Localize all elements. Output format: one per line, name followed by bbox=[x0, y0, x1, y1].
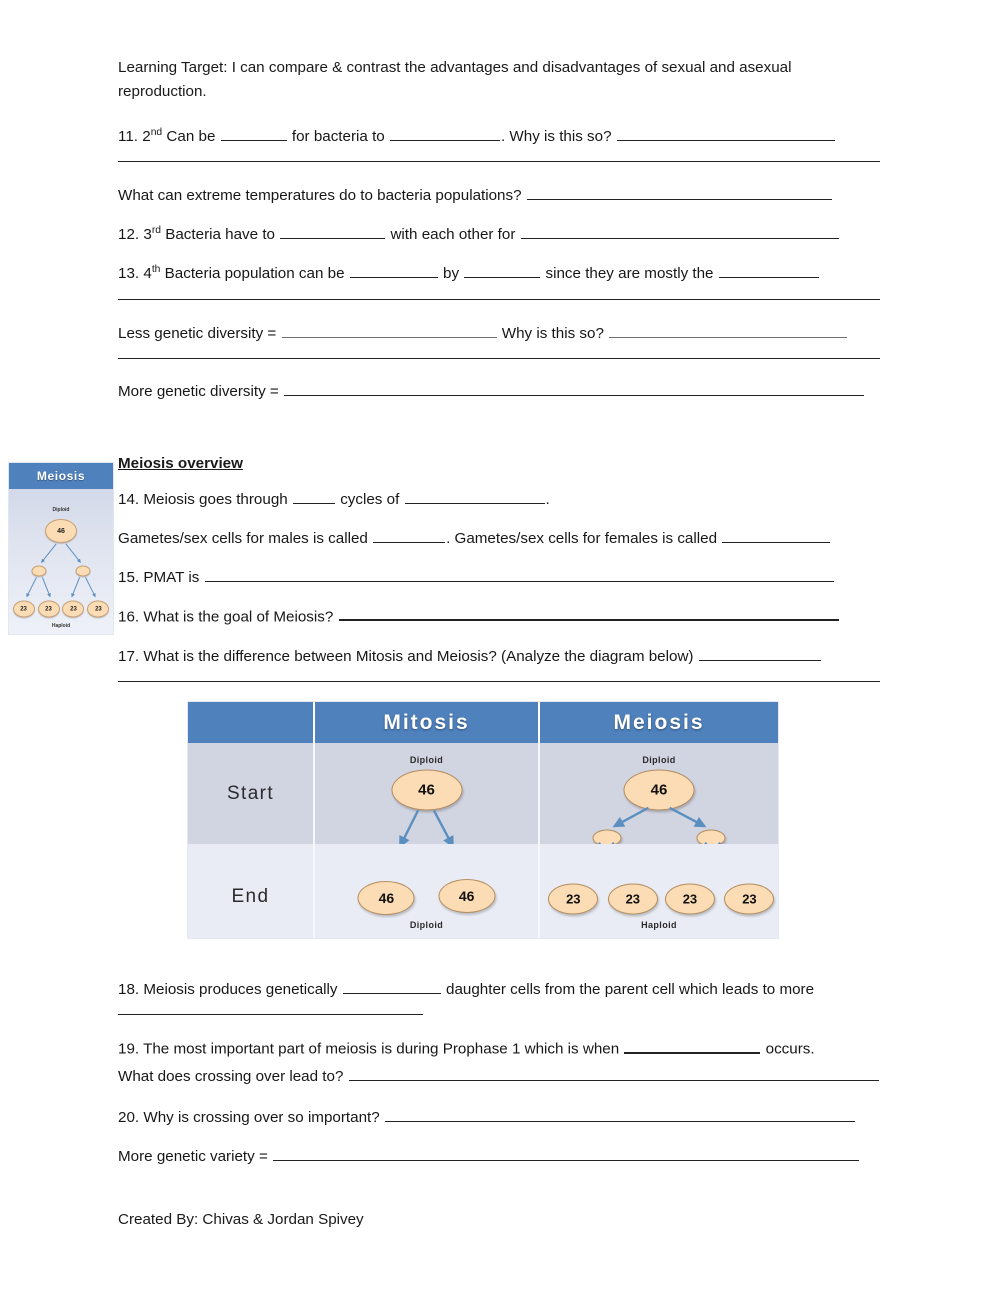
question-11 bbox=[118, 125, 880, 162]
meiosis-daughter-cell: 23 bbox=[548, 884, 598, 915]
diagram-row-start bbox=[188, 743, 778, 844]
q11-text-2: for bacteria to bbox=[291, 128, 385, 146]
q12-ordinal: 3 bbox=[143, 226, 152, 244]
question-19 bbox=[118, 1037, 880, 1061]
q13-text-3: since they are mostly the bbox=[545, 265, 714, 283]
question-16 bbox=[118, 605, 880, 629]
more-diversity-blank[interactable] bbox=[284, 380, 864, 395]
q17-blank[interactable] bbox=[699, 645, 821, 660]
q16-number: 16. bbox=[118, 608, 140, 626]
diagram-cell-mitosis-end bbox=[315, 844, 540, 939]
extreme-temps-text: What can extreme temperatures do to bacteria populations? bbox=[118, 187, 522, 205]
thumbnail-parent-cell: 46 bbox=[45, 519, 77, 543]
q14-number: 14. bbox=[118, 490, 140, 508]
meiosis-end-haploid-label: Haploid bbox=[641, 920, 677, 930]
learning-target: Learning Target: I can compare & contrast the advantages and disadvantages of sexual and asexual reproduction. bbox=[118, 59, 792, 100]
why-is-this-so-label: Why is this so? bbox=[501, 324, 604, 342]
meiosis-parent-cell: 46 bbox=[624, 770, 695, 811]
thumbnail-end-cell: 23 bbox=[87, 601, 109, 618]
thumbnail-haploid-label: Haploid bbox=[51, 623, 71, 629]
meiosis-start-diploid-label: Diploid bbox=[642, 755, 676, 765]
question-13 bbox=[118, 262, 880, 299]
mitosis-daughter-cell: 46 bbox=[438, 879, 495, 913]
q14-blank-2[interactable] bbox=[405, 488, 545, 503]
q12-text-1: Bacteria have to bbox=[165, 226, 275, 244]
diagram-header-mitosis: Mitosis bbox=[315, 702, 540, 743]
question-12 bbox=[118, 223, 880, 246]
diagram-cell-mitosis-start bbox=[315, 743, 540, 844]
q11-blank-2[interactable] bbox=[390, 126, 500, 141]
less-genetic-diversity-row bbox=[118, 322, 880, 359]
mitosis-meiosis-diagram bbox=[178, 692, 788, 948]
q19-text-2: occurs. bbox=[765, 1040, 815, 1058]
gametes-text-2: . Gametes/sex cells for females is called bbox=[446, 529, 718, 547]
diagram-header-row bbox=[188, 702, 778, 743]
q17-text: What is the difference between Mitosis and Meiosis? (Analyze the diagram below) bbox=[143, 647, 694, 665]
thumbnail-end-cell: 23 bbox=[13, 601, 35, 618]
thumbnail-intermediate-cell-1 bbox=[32, 566, 47, 577]
more-genetic-variety-row bbox=[118, 1145, 880, 1168]
mitosis-daughter-cell: 46 bbox=[358, 881, 415, 915]
q12-blank-2[interactable] bbox=[521, 224, 839, 239]
q13-ordinal: 4 bbox=[143, 265, 152, 283]
why-is-this-so-blank[interactable] bbox=[609, 322, 847, 337]
thumbnail-intermediate-cell-2 bbox=[75, 566, 90, 577]
mitosis-end-diploid-label: Diploid bbox=[409, 920, 444, 930]
q14-text-2: cycles of bbox=[340, 490, 400, 508]
question-17 bbox=[118, 645, 880, 682]
question-19-followup bbox=[118, 1065, 880, 1088]
q13-answer-line[interactable] bbox=[118, 299, 880, 300]
meiosis-daughter-cell: 23 bbox=[608, 884, 658, 915]
q17-number: 17. bbox=[118, 647, 140, 665]
q19-blank[interactable] bbox=[624, 1037, 760, 1053]
thumbnail-body bbox=[9, 489, 113, 635]
q19-followup-text: What does crossing over lead to? bbox=[118, 1067, 344, 1085]
diagram-header-meiosis: Meiosis bbox=[613, 710, 705, 734]
q11-text-3: . Why is this so? bbox=[500, 128, 612, 146]
q18-answer-line[interactable] bbox=[118, 1014, 423, 1015]
footer-credit: Created By: Chivas & Jordan Spivey bbox=[118, 1211, 364, 1228]
q17-answer-line[interactable] bbox=[118, 681, 880, 682]
q12-ordinal-suffix: rd bbox=[151, 225, 161, 237]
thumbnail-end-cell: 23 bbox=[38, 601, 60, 618]
worksheet-text-column-lower bbox=[118, 978, 880, 1184]
q11-blank-1[interactable] bbox=[221, 126, 287, 141]
q18-text-1: Meiosis produces genetically bbox=[143, 981, 338, 998]
meiosis-daughter-cell: 23 bbox=[665, 884, 715, 915]
q14-text-1: Meiosis goes through bbox=[143, 490, 288, 508]
question-15 bbox=[118, 566, 880, 589]
meiosis-thumbnail-image bbox=[8, 462, 114, 635]
q19-followup-blank[interactable] bbox=[349, 1065, 879, 1080]
q11-ordinal-suffix: nd bbox=[150, 127, 163, 139]
section-heading-meiosis-overview: Meiosis overview bbox=[118, 454, 243, 472]
q11-blank-3[interactable] bbox=[617, 126, 835, 141]
q16-text: What is the goal of Meiosis? bbox=[143, 608, 334, 626]
q13-number: 13. bbox=[118, 265, 140, 283]
q13-text-2: by bbox=[443, 265, 460, 283]
q11-text-1: Can be bbox=[166, 128, 216, 146]
gametes-row bbox=[118, 527, 880, 550]
less-diversity-answer-line[interactable] bbox=[118, 358, 880, 359]
q11-number: 11. bbox=[118, 128, 138, 146]
gametes-text-1: Gametes/sex cells for males is called bbox=[118, 529, 368, 547]
more-diversity-label: More genetic diversity = bbox=[118, 382, 279, 400]
diagram-cell-meiosis-end bbox=[540, 844, 778, 939]
q20-blank[interactable] bbox=[385, 1106, 855, 1121]
q13-blank-1[interactable] bbox=[350, 263, 438, 278]
thumbnail-title: Meiosis bbox=[9, 463, 113, 489]
question-extreme-temperatures bbox=[118, 184, 880, 207]
thumbnail-end-cell: 23 bbox=[62, 601, 84, 618]
gametes-blank-female[interactable] bbox=[722, 527, 830, 542]
q18-blank-1[interactable] bbox=[343, 979, 441, 994]
thumbnail-diploid-label: Diploid bbox=[52, 507, 70, 513]
q12-blank-1[interactable] bbox=[280, 224, 385, 239]
gametes-blank-male[interactable] bbox=[373, 527, 445, 542]
question-18 bbox=[118, 978, 880, 1015]
more-variety-blank[interactable] bbox=[273, 1145, 859, 1160]
more-variety-label: More genetic variety = bbox=[118, 1147, 268, 1165]
q20-number: 20. bbox=[118, 1108, 140, 1126]
q12-number: 12. bbox=[118, 226, 140, 244]
q13-blank-2[interactable] bbox=[464, 263, 540, 278]
diagram-row-label-end: End bbox=[188, 844, 315, 939]
q16-blank[interactable] bbox=[339, 605, 839, 621]
less-diversity-label: Less genetic diversity = bbox=[118, 324, 277, 342]
q19-text-1: The most important part of meiosis is during Prophase 1 which is when bbox=[143, 1040, 620, 1058]
diagram-row-end bbox=[188, 844, 778, 939]
question-20 bbox=[118, 1106, 880, 1129]
q13-blank-3[interactable] bbox=[719, 263, 819, 278]
q18-text-2: daughter cells from the parent cell which leads to more bbox=[446, 981, 815, 998]
q14-blank-1[interactable] bbox=[293, 488, 335, 503]
q18-number: 18. bbox=[118, 981, 140, 998]
q14-text-3: . bbox=[545, 490, 550, 508]
q19-number: 19. bbox=[118, 1040, 140, 1058]
q20-text: Why is crossing over so important? bbox=[143, 1108, 380, 1126]
q13-text-1: Bacteria population can be bbox=[164, 265, 345, 283]
diagram-header-blank bbox=[188, 702, 315, 743]
mitosis-parent-cell: 46 bbox=[391, 770, 462, 811]
more-genetic-diversity-row bbox=[118, 380, 880, 403]
diagram-table bbox=[187, 701, 779, 939]
diagram-row-label-start: Start bbox=[188, 743, 315, 844]
less-diversity-blank[interactable] bbox=[282, 322, 497, 337]
q11-ordinal: 2 bbox=[142, 128, 151, 146]
q11-answer-line[interactable] bbox=[118, 161, 880, 162]
diagram-cell-meiosis-start bbox=[540, 743, 778, 844]
q12-text-2: with each other for bbox=[390, 226, 516, 244]
worksheet-text-column bbox=[118, 56, 880, 694]
q15-text: PMAT is bbox=[143, 568, 200, 586]
mitosis-start-diploid-label: Diploid bbox=[409, 755, 444, 765]
q15-blank[interactable] bbox=[205, 566, 834, 581]
extreme-temps-blank[interactable] bbox=[527, 185, 832, 200]
q13-ordinal-suffix: th bbox=[151, 264, 161, 276]
meiosis-daughter-cell: 23 bbox=[724, 884, 774, 915]
q15-number: 15. bbox=[118, 568, 140, 586]
question-14 bbox=[118, 488, 880, 511]
